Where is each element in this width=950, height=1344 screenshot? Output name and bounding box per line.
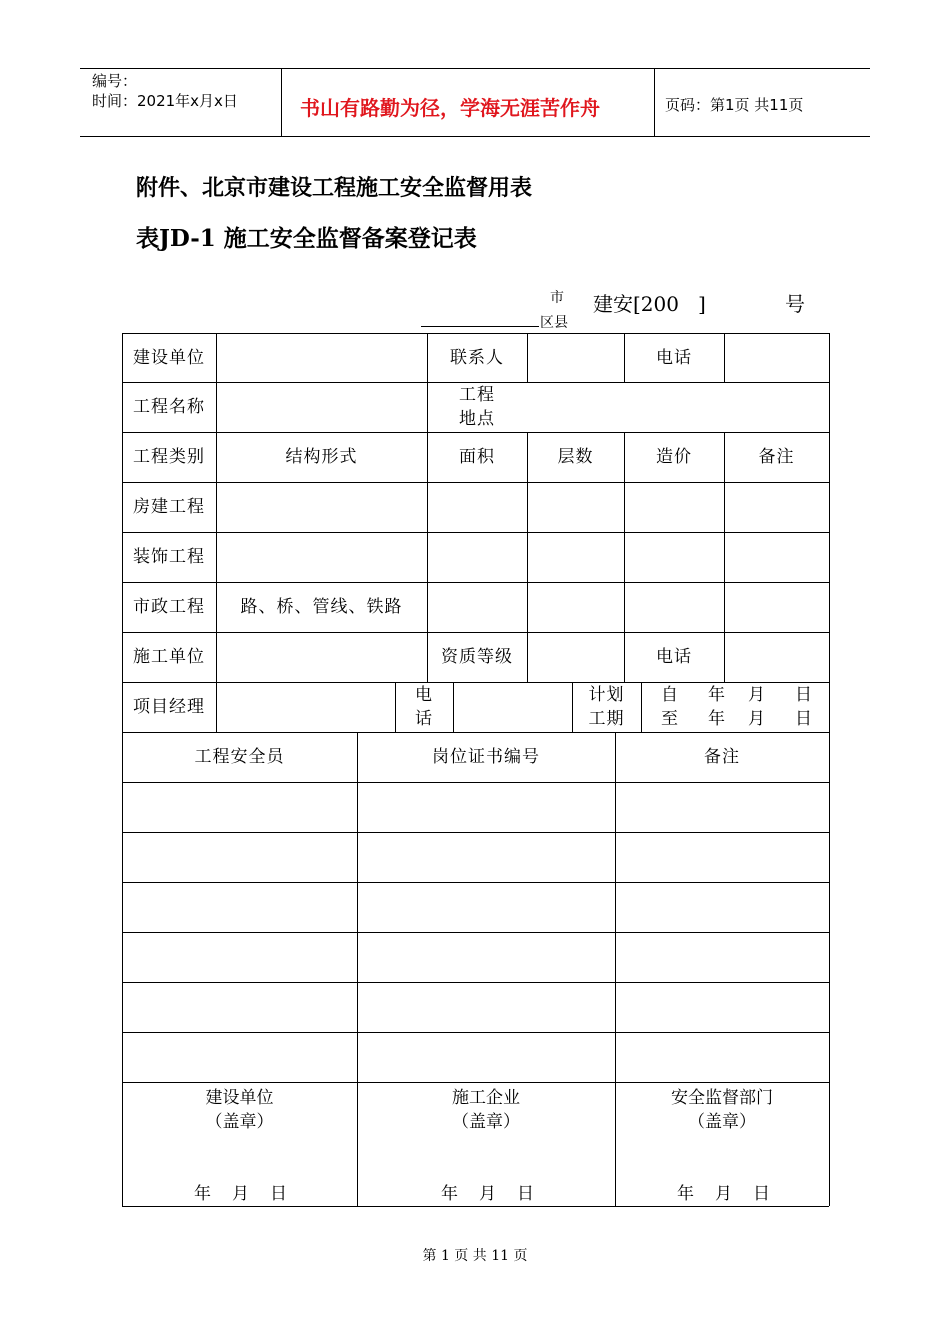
registration-table [122,333,829,1206]
label-municipal-works: 市政工程 [133,597,205,617]
label-floors: 层数 [557,447,594,467]
sign-construction-unit: 建设单位 （盖章） 年 月 日 [194,1088,287,1204]
page-footer: 第 1 页 共 11 页 [422,1248,528,1264]
phone-value[interactable] [724,333,829,382]
label-area: 面积 [459,447,495,467]
record-suffix: 号 [785,292,805,316]
header-divider [654,68,655,136]
project-location-value[interactable] [527,382,829,432]
label-manager-phone: 电 话 [415,685,433,729]
label-building-works: 房建工程 [133,497,205,517]
label-phone: 电话 [656,347,692,368]
label-staff-remarks: 备注 [704,747,740,767]
header-divider [281,68,282,136]
label-contractor-phone: 电话 [656,647,692,667]
district-blank-line [421,326,539,327]
label-certificate-number: 岗位证书编号 [432,747,540,767]
construction-unit-value[interactable] [216,333,427,382]
record-prefix: 建安[200 ] [593,292,706,316]
header-bottom-rule [80,136,870,137]
attachment-title: 附件、北京市建设工程施工安全监督用表 [136,175,533,201]
municipal-structure-types: 路、桥、管线、铁路 [240,597,403,617]
city-label: 市 [550,290,564,306]
label-safety-officer: 工程安全员 [194,747,285,767]
label-construction-unit: 建设单位 [133,347,205,368]
form-title: 表JD-1 施工安全监督备案登记表 [136,225,477,252]
label-qualification: 资质等级 [441,647,513,667]
label-project-name: 工程名称 [133,397,205,417]
time-label: 时间：2021年x月x日 [92,92,238,110]
label-contact: 联系人 [450,347,504,368]
label-project-location: 工程 地点 [459,385,495,429]
header-top-rule [80,68,870,69]
label-project-category: 工程类别 [133,447,205,467]
label-project-manager: 项目经理 [133,697,205,717]
label-structure-type: 结构形式 [285,447,358,467]
sign-safety-supervision: 安全监督部门 （盖章） 年 月 日 [671,1088,773,1204]
motto: 书山有路勤为径，学海无涯苦作舟 [300,96,600,120]
label-remarks: 备注 [758,447,795,467]
label-contractor: 施工单位 [133,647,205,667]
label-planned-period: 计划 工期 [588,685,625,729]
sign-contractor: 施工企业 （盖章） 年 月 日 [441,1088,534,1204]
contact-value[interactable] [527,333,624,382]
page-info: 页码：第1页 共11页 [665,96,804,114]
planned-period-dates: 自 年 月 日 至 年 月 日 [661,685,812,729]
serial-label: 编号： [92,72,138,90]
district-label: 区县 [540,315,568,331]
project-name-value[interactable] [216,382,427,432]
label-decoration-works: 装饰工程 [133,547,205,567]
label-cost: 造价 [656,447,692,467]
